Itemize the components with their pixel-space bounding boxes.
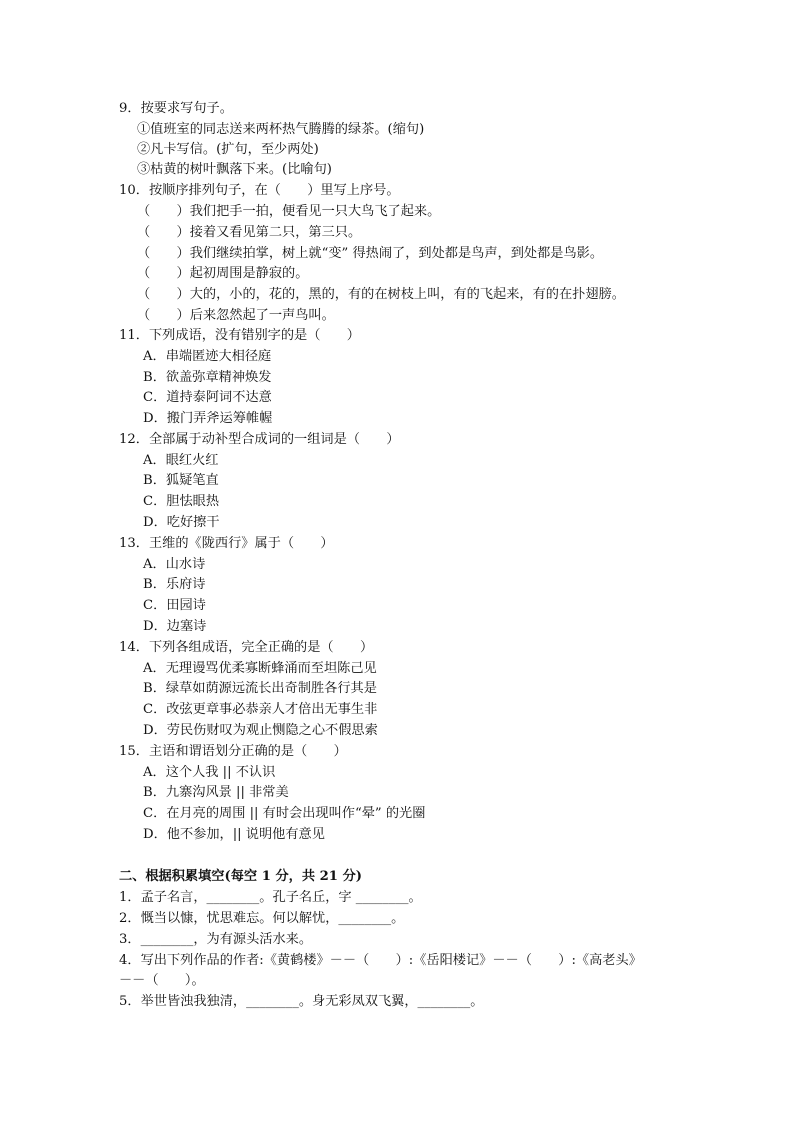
question-10-sentence: （ ）大的，小的，花的，黑的，有的在树枝上叫，有的飞起来，有的在扑翅膀。 (137, 287, 625, 302)
question-14-option-b: B．绿草如荫源远流长出奇制胜各行其是 (143, 681, 377, 696)
question-10-sentence: （ ）后来忽然起了一声鸟叫。 (137, 308, 335, 323)
section-2-heading: 二、根据积累填空(每空 1 分，共 21 分) (119, 869, 362, 884)
fill-question-1: 1．孟子名言，________。孔子名丘，字 ________。 (119, 890, 422, 905)
fill-question-4-continued: －－（ ）。 (119, 973, 205, 988)
question-11-option-c: C．道持泰阿词不达意 (143, 390, 272, 405)
question-10-sentence: （ ）起初周围是静寂的。 (137, 266, 309, 281)
question-13-option-a: A．山水诗 (143, 557, 206, 572)
question-11-option-b: B．欲盖弥章精神焕发 (143, 370, 272, 385)
question-15-option-b: B．九寨沟风景 || 非常美 (143, 785, 289, 800)
question-15-title: 15．主语和谓语划分正确的是（ ） (119, 744, 347, 759)
question-13-option-d: D．边塞诗 (143, 619, 207, 634)
question-10-sentence: （ ）我们把手一拍，便看见一只大鸟飞了起来。 (137, 204, 441, 219)
question-12-option-c: C．胆怯眼热 (143, 494, 220, 509)
question-10-title: 10．按顺序排列句子，在（ ）里写上序号。 (119, 183, 400, 198)
question-12-title: 12．全部属于动补型合成词的一组词是（ ） (119, 432, 400, 447)
question-13-option-c: C．田园诗 (143, 598, 206, 613)
question-14-option-d: D．劳民伤财叹为观止恻隐之心不假思索 (143, 723, 378, 738)
fill-question-4: 4．写出下列作品的作者:《黄鹤楼》－－（ ）:《岳阳楼记》－－（ ）:《高老头》 (119, 953, 642, 968)
question-10-sentence: （ ）我们继续拍掌，树上就“变” 得热闹了，到处都是鸟声，到处都是鸟影。 (137, 246, 604, 261)
fill-question-5: 5．举世皆浊我独清，________。身无彩凤双飞翼，________。 (119, 994, 484, 1009)
question-14-title: 14．下列各组成语，完全正确的是（ ） (119, 640, 374, 655)
question-11-option-a: A．串端匿迹大相径庭 (143, 349, 272, 364)
question-15-option-c: C．在月亮的周围 || 有时会出现叫作“晕” 的光圈 (143, 806, 426, 821)
question-13-title: 13．王维的《陇西行》属于（ ） (119, 536, 334, 551)
question-14-option-c: C．改弦更章事必恭亲人才倍出无事生非 (143, 702, 378, 717)
question-10-sentence: （ ）接着又看见第二只，第三只。 (137, 225, 362, 240)
question-12-option-d: D．吃好擦干 (143, 515, 220, 530)
fill-question-2: 2．慨当以慷，忧思难忘。何以解忧，________。 (119, 911, 405, 926)
question-11-option-d: D．搬门弄斧运筹帷幄 (143, 411, 273, 426)
question-9-item-1: ①值班室的同志送来两杯热气腾腾的绿茶。(缩句) (137, 122, 425, 137)
question-9-item-2: ②凡卡写信。(扩句，至少两处) (137, 142, 319, 157)
question-15-option-d: D．他不参加，|| 说明他有意见 (143, 827, 325, 842)
question-12-option-b: B．狐疑笔直 (143, 473, 219, 488)
question-14-option-a: A．无理谩骂优柔寡断蜂涌而至坦陈己见 (143, 661, 377, 676)
question-15-option-a: A．这个人我 || 不认识 (143, 765, 276, 780)
question-11-title: 11．下列成语，没有错别字的是（ ） (119, 328, 360, 343)
fill-question-3: 3．________，为有源头活水来。 (119, 932, 313, 947)
question-9-title: 9．按要求写句子。 (119, 101, 233, 116)
question-12-option-a: A．眼红火红 (143, 453, 219, 468)
question-9-item-3: ③枯黄的树叶飘落下来。(比喻句) (137, 162, 332, 177)
question-13-option-b: B．乐府诗 (143, 577, 206, 592)
